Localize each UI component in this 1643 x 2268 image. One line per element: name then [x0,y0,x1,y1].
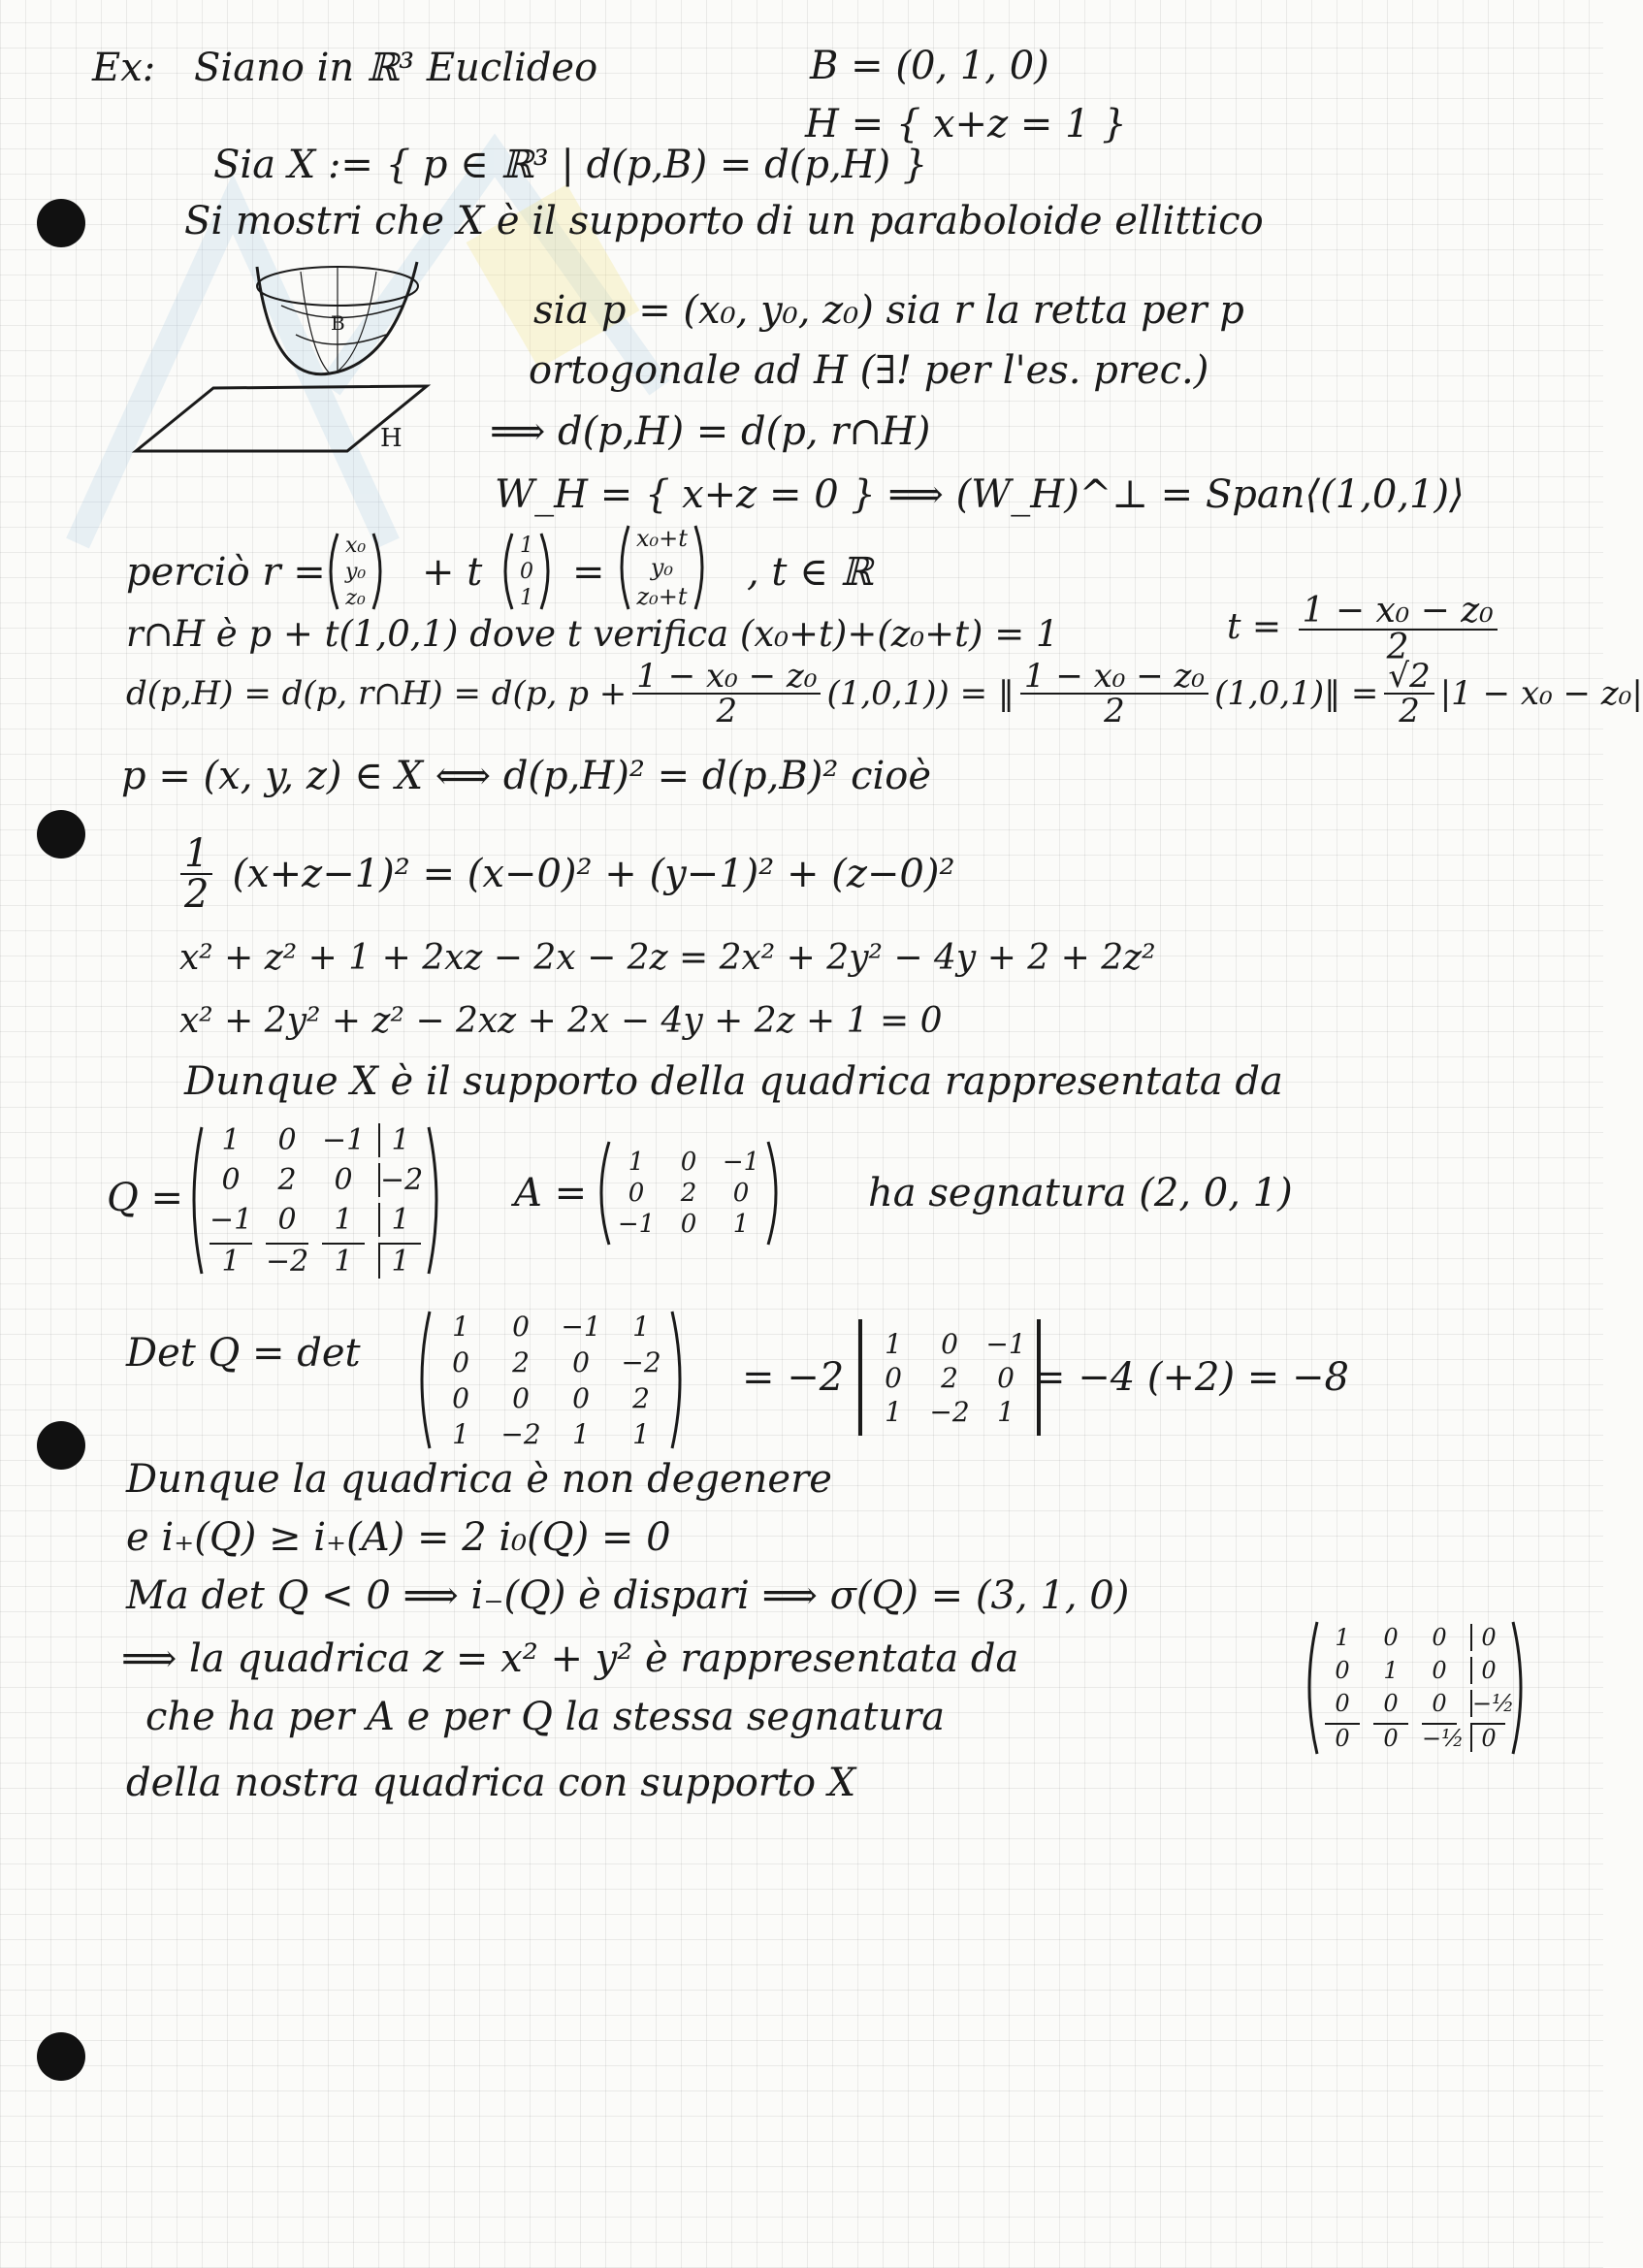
plane-H-definition: H = { x+z = 1 } [805,102,1127,146]
vector-r-result [611,524,713,611]
equation-1: $\frac{1}{2}$ (x+z−1)² = (x−0)² + (y−1)² + (z−0)² [175,834,955,914]
A-signature: ha segnatura (2, 0, 1) [868,1171,1293,1215]
conclusion-line-6: della nostra quadrica con supporto X [126,1761,856,1805]
vector-entry: x₀+t [636,525,688,552]
step-line-2: ortogonale ad H (∃! per l'es. prec.) [529,348,1209,393]
matrix-A: 1 0 −1 0 2 0 −1 0 1 [592,1140,786,1247]
det-factor: = −2 [742,1355,845,1400]
paraboloid-figure [126,247,436,461]
conclusion-quadric: Dunque X è il supporto della quadrica rappresentata da [184,1059,1283,1104]
r-plus-t: + t [422,550,483,595]
conclusion-line-4: ⟹ la quadrica z = x² + y² è rappresentata da [121,1636,1019,1681]
step-line-4: W_H = { x+z = 0 } ⟹ (W_H)^⊥ = Span⟨(1,0,1)⟩ [495,472,1465,517]
det-label: Det Q = det [126,1331,361,1376]
vector-entry: x₀ [345,533,367,558]
step-line-1: sia p = (x₀, y₀, z₀) sia r la retta per p [533,288,1244,333]
binder-hole [37,199,85,247]
matrix-det-minor: 1 0 −1 0 2 0 1 −2 1 [858,1319,1041,1436]
r-equals: = [572,550,605,595]
figure-point-label: B [331,311,345,335]
equation-2: x² + z² + 1 + 2xz − 2x − 2z = 2x² + 2y² − 4y + 2 + 2z² [179,938,1156,978]
conclusion-line-5: che ha per A e per Q la stessa segnatura [145,1695,946,1739]
exercise-prefix: Ex: [92,46,156,90]
set-X-definition: Sia X := { p ∈ ℝ³ | d(p,B) = d(p,H) } [213,143,928,187]
equation-3: x² + 2y² + z² − 2xz + 2x − 4y + 2z + 1 = 0 [179,1001,943,1041]
step-line-3: ⟹ d(p,H) = d(p, r∩H) [490,409,931,454]
binder-hole [37,2032,85,2081]
r-param-range: , t ∈ ℝ [747,550,873,595]
det-result: = −4 (+2) = −8 [1033,1355,1349,1400]
claim-statement: Si mostri che X è il supporto di un paraboloide ellittico [184,199,1264,243]
matrix-Q: 1 0 −1 1 0 2 0 −2 −1 0 1 1 1 −2 1 1 [184,1125,446,1276]
distance-computation: d(p,H) = d(p, r∩H) = d(p, p + $\frac{\text{1 − x₀ − z₀}}{2}$ (1,0,1)) = ‖ $\frac{\text{1 − x₀ − z₀}}{2}$ (1,0,1)‖ = $\frac{√2}{2}$ |1 − x₀ − z₀| [126,657,1643,730]
vector-entry: z₀+t [636,583,688,610]
conclusion-line-3: Ma det Q < 0 ⟹ i₋(Q) è dispari ⟹ σ(Q) = (3, 1, 0) [126,1573,1130,1618]
vector-entry: 0 [520,559,533,584]
t-solution: t = $\frac{\text{1 − x₀ − z₀}}{2}$ [1227,594,1503,665]
matrix-det-Q: 1 0 −1 1 0 2 0 −2 0 0 0 2 1 −2 1 1 [412,1310,690,1450]
binder-hole [37,1421,85,1470]
r-prefix: perciò r = [126,550,326,595]
conclusion-line-1: Dunque la quadrica è non degenere [126,1457,832,1502]
Q-label: Q = [107,1176,184,1220]
intersection-line: r∩H è p + t(1,0,1) dove t verifica (x₀+t)+(z₀+t) = 1 [126,613,1059,655]
A-label: A = [514,1171,588,1215]
figure-plane-label: H [380,424,403,453]
vector-entry: y₀ [345,559,367,584]
vector-direction [495,532,559,611]
vector-entry: z₀ [345,585,366,610]
matrix-paraboloid: 1 0 0 0 0 1 0 0 0 0 0 −½ 0 0 −½ 0 [1300,1620,1530,1756]
exercise-setting: Siano in ℝ³ Euclideo [194,46,598,90]
iff-condition: p = (x, y, z) ∈ X ⟺ d(p,H)² = d(p,B)² cioè [121,754,932,798]
vector-entry: y₀ [650,554,674,581]
vector-entry: 1 [520,585,533,610]
point-B-definition: B = (0, 1, 0) [810,44,1049,88]
binder-hole [37,810,85,859]
vector-entry: 1 [520,533,533,558]
vector-p [320,532,391,611]
conclusion-line-2: e i₊(Q) ≥ i₊(A) = 2 i₀(Q) = 0 [126,1515,671,1560]
